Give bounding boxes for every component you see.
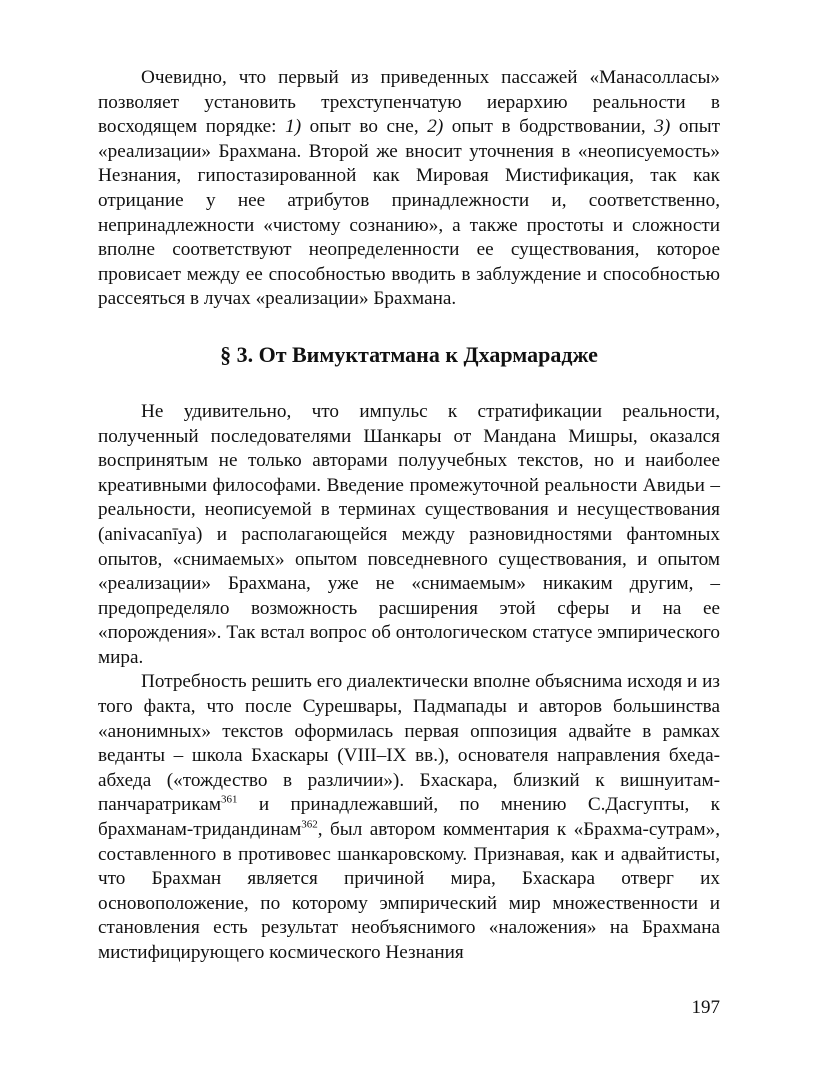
page-number: 197 [691, 997, 720, 1018]
list-number-2: 2) [427, 116, 444, 138]
footnote-ref-362[interactable]: 362 [301, 818, 318, 831]
list-number-3: 3) [654, 116, 671, 138]
paragraph-3-text-a: Потребность решить его диалектически вполне объяснима исходя и из того факта, что после Сурешвары, Падмапады и авторов большинства «анонимных» текстов оформилась первая оппозиция адвайте в рамках веданты – школа Бхаскары (VIII–IX вв.), основателя направления бхеда-абхеда («тождество в различии»). Бхаскара, близкий к вишнуитам-панчаратрикам [98, 671, 720, 816]
paragraph-1-text-c: опыт в бодрствовании, [443, 116, 655, 138]
paragraph-manasollasa [98, 66, 720, 312]
page-body [98, 66, 720, 966]
paragraph-1-text-b: опыт во сне, [301, 116, 428, 138]
paragraph-1-text-a: Очевидно, что первый из приведенных пассажей «Манасолласы» позволяет установить трехступенчатую иерархию реальности в восходящем порядке: [98, 67, 720, 138]
paragraph-3-text-c: , был автором комментария к «Брахма-сутрам», составленного в противовес шанкаровскому. Признавая, как и адвайтисты, что Брахман является причиной мира, Бхаскара отверг их основоположение, по которому эмпирический мир множественности и становления есть результат необъяснимого «наложения» на Брахмана мистифицирующего космического Незнания [98, 819, 720, 963]
list-number-1: 1) [285, 116, 302, 138]
section-heading: § 3. От Вимуктатмана к Дхармарадже [220, 341, 598, 367]
paragraph-1-text-d: опыт «реализации» Брахмана. Второй же вносит уточнения в «неописуемость» Незнания, гипостазированной как Мировая Мистификация, так как отрицание у нее атрибутов принадлежности и, соответственно, непринадлежности «чистому сознанию», а также простоты и сложности вполне соответствуют неопределенности ее существования, которое провисает между ее способностью вводить в заблуждение и способностью рассеяться в лучах «реализации» Брахмана. [98, 116, 720, 310]
paragraph-bhaskara [98, 670, 720, 965]
paragraph-3-text-b: и принадлежавший, по мнению С.Дасгупты, к брахманам-тридандинам [98, 794, 720, 841]
footnote-ref-361[interactable]: 361 [221, 794, 238, 807]
paragraph-stratification: Не удивительно, что импульс к стратификации реальности, полученный последователями Шанкары от Мандана Мишры, оказался воспринятым не только авторами полуучебных текстов, но и наиболее креативными философами. Введение промежуточной реальности Авидьи – реальности, неописуемой в терминах существования и несуществования (anivacanīya) и располагающейся между разновидностями фантомных опытов, «снимаемых» опытом повседневного существования, и опытом «реализации» Брахмана, уже не «снимаемым» никаким другим, – предопределяло возможность расширения этой сферы и на ее «порождения». Так встал вопрос об онтологическом статусе эмпирического мира. [98, 400, 720, 668]
